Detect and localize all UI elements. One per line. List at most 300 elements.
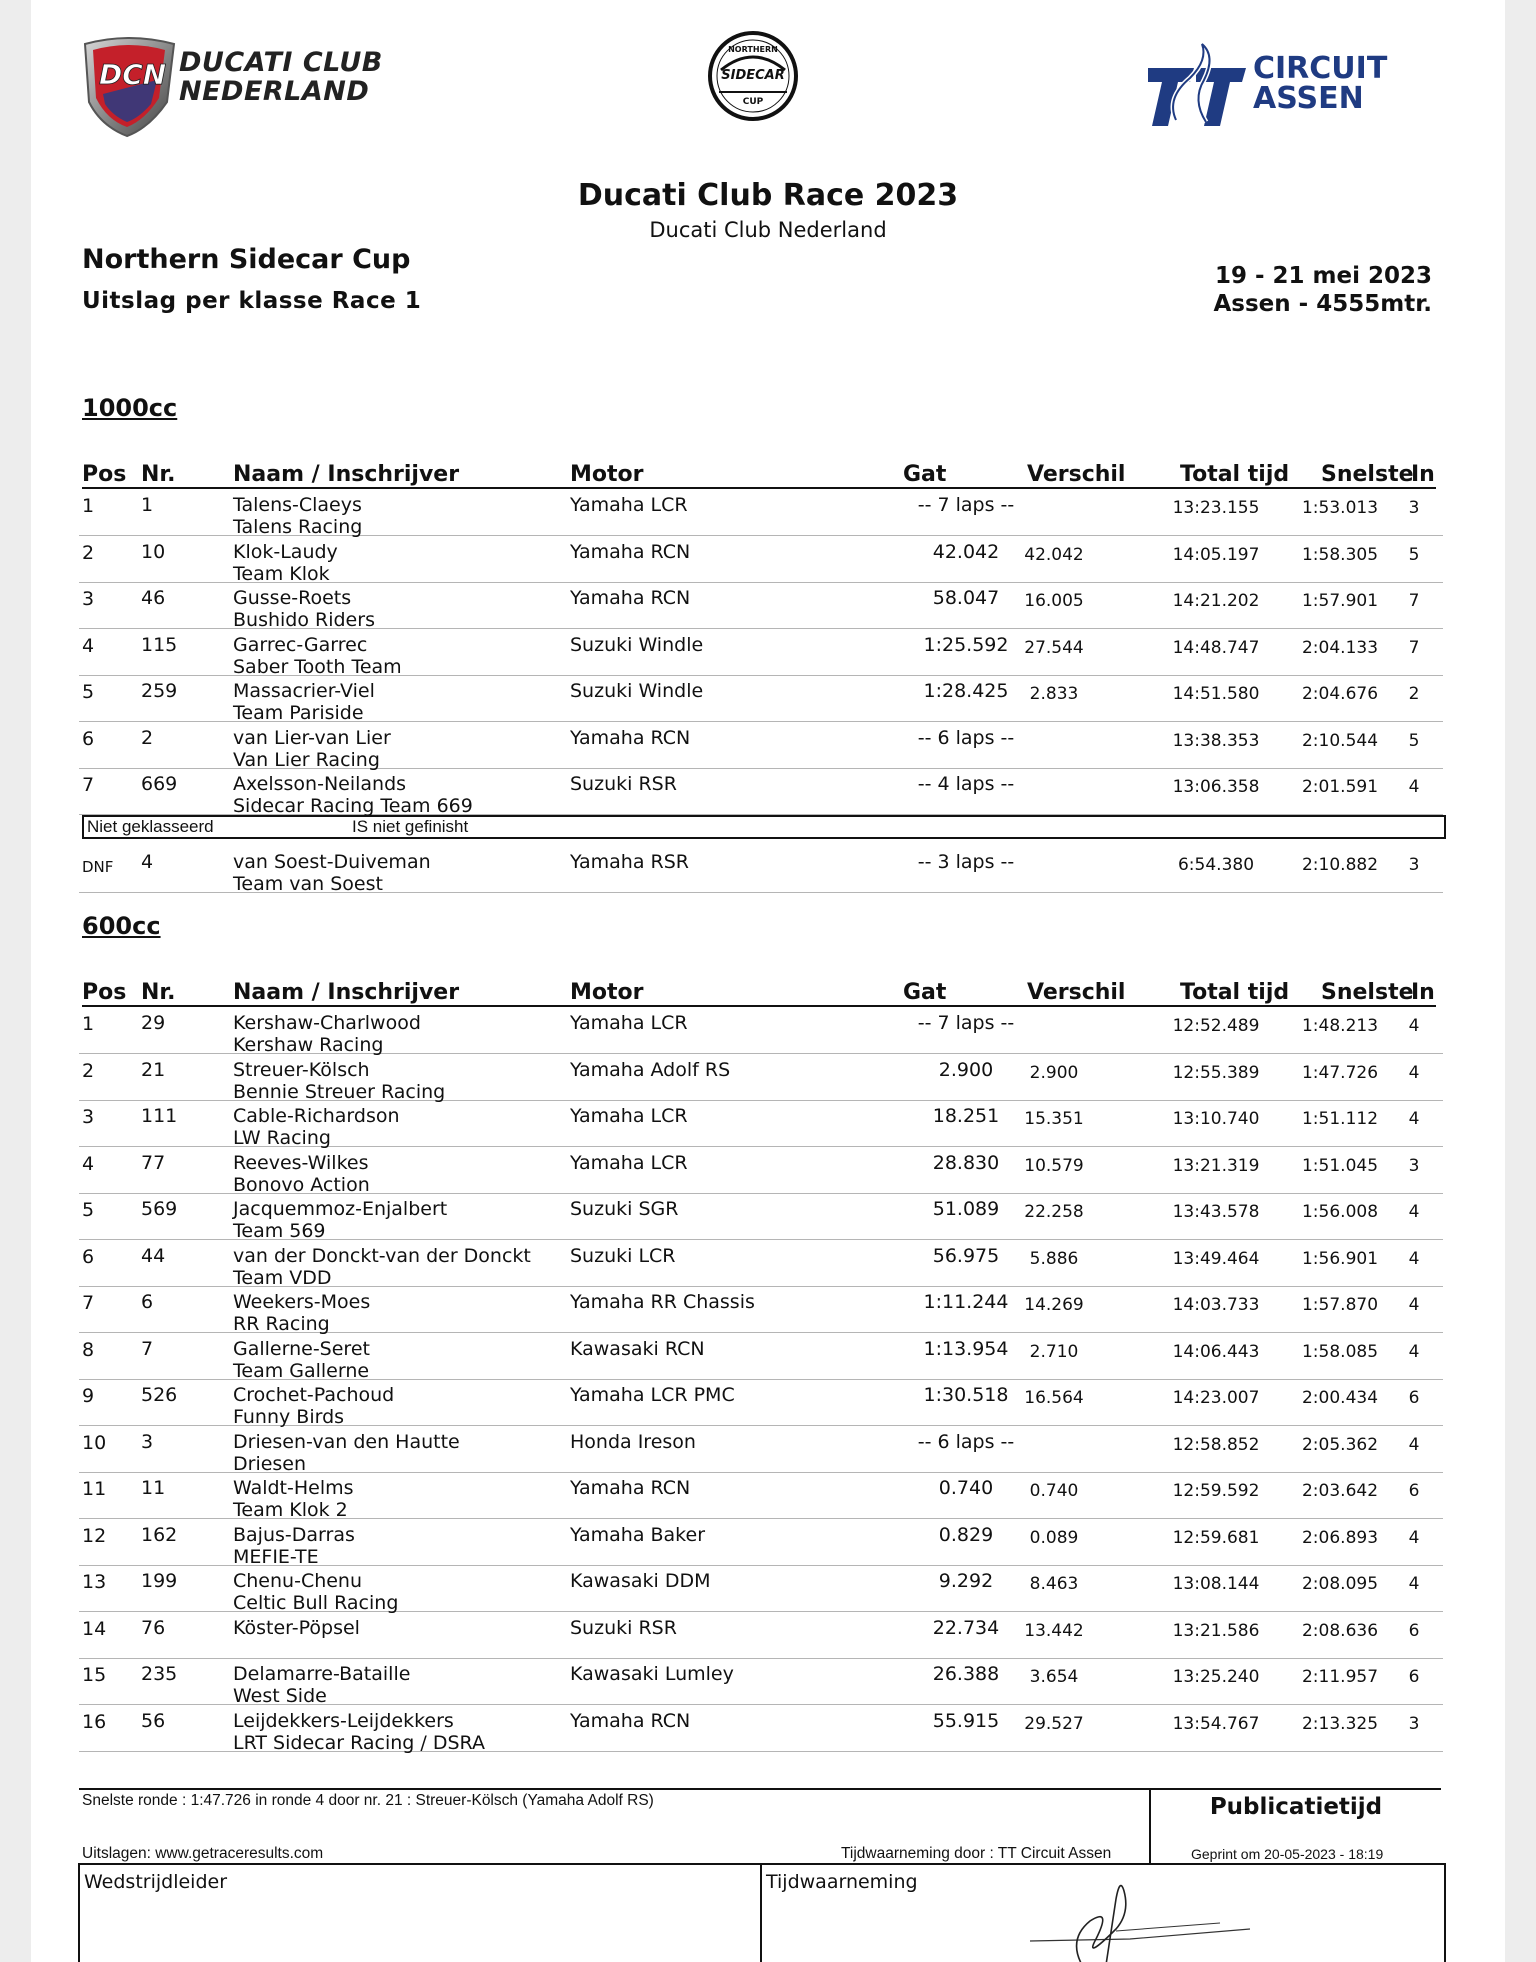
cell-nr: 526: [141, 1384, 178, 1406]
cell-team: West Side: [233, 1685, 327, 1707]
cell-nr: 162: [141, 1523, 178, 1546]
cell-in: 5: [1408, 544, 1420, 565]
col-gat: Gat: [903, 462, 947, 487]
col-total: Total tijd: [1180, 980, 1290, 1005]
cell-team: Bennie Streuer Racing: [233, 1080, 446, 1103]
cell-naam: Axelsson-Neilands: [233, 773, 407, 795]
cell-in: 3: [1408, 498, 1420, 518]
cell-naam: Köster-Pöpsel: [233, 1616, 360, 1639]
cell-motor: Honda Ireson: [570, 1430, 696, 1453]
cell-motor: Suzuki RSR: [570, 1616, 677, 1639]
cell-pos: 8: [82, 1338, 95, 1361]
cell-team: Team 569: [233, 1220, 326, 1242]
cell-verschil: 15.351: [1024, 1109, 1084, 1129]
cell-motor: Yamaha Adolf RS: [570, 1058, 731, 1081]
niet-geklasseerd-bar: [82, 815, 1446, 839]
cell-naam: Bajus-Darras: [233, 1523, 355, 1546]
cell-gat: 2.900: [938, 1058, 994, 1081]
cell-gat: -- 7 laps --: [917, 1012, 1015, 1034]
cell-pos: 3: [82, 588, 95, 610]
cell-nr: 7: [141, 1337, 154, 1360]
col-snelste: Snelste: [1321, 462, 1414, 487]
cell-total-tijd: 12:59.681: [1172, 1527, 1260, 1548]
cell-pos: 10: [82, 1431, 107, 1454]
cell-gat: -- 3 laps --: [917, 851, 1015, 873]
cell-gat: -- 6 laps --: [917, 1430, 1015, 1453]
cell-snelste: 2:04.133: [1301, 637, 1379, 658]
cell-nr: 29: [141, 1012, 166, 1034]
cell-gat: 58.047: [932, 587, 1000, 609]
results-page: [31, 0, 1505, 1962]
cell-verschil: 16.005: [1024, 591, 1084, 611]
publication-title: Publicatietijd: [1209, 1794, 1383, 1820]
col-motor: Motor: [570, 462, 644, 487]
cell-motor: Yamaha RCN: [570, 540, 691, 563]
ducati-club-name: [179, 48, 383, 106]
cell-snelste: 2:13.325: [1301, 1713, 1379, 1734]
table-row: [79, 537, 1443, 583]
cell-gat: -- 7 laps --: [917, 494, 1015, 516]
ducati-club-line2: NEDERLAND: [179, 76, 370, 107]
cell-pos: 2: [82, 1059, 95, 1082]
table-row: [79, 1334, 1443, 1380]
cell-total-tijd: 13:54.767: [1172, 1713, 1260, 1734]
cell-team: RR Racing: [233, 1313, 330, 1335]
cell-pos: 6: [82, 727, 95, 750]
cell-total-tijd: 12:55.389: [1172, 1062, 1260, 1083]
cell-in: 6: [1408, 1620, 1420, 1641]
cell-motor: Yamaha RSR: [570, 851, 689, 873]
cell-naam: Gusse-Roets: [233, 587, 352, 609]
cell-naam: van der Donckt-van der Donckt: [233, 1244, 531, 1267]
cell-in: 7: [1408, 591, 1420, 611]
series-name: Northern Sidecar Cup: [82, 244, 411, 275]
cell-gat: 28.830: [932, 1151, 1000, 1174]
cell-in: 4: [1408, 1248, 1420, 1269]
cell-motor: Yamaha LCR: [570, 1012, 688, 1034]
cell-snelste: 2:08.095: [1301, 1574, 1379, 1594]
cell-verschil: 16.564: [1024, 1388, 1084, 1408]
cell-pos: 7: [82, 1292, 95, 1314]
cell-snelste: 2:06.893: [1301, 1527, 1379, 1548]
cell-team: Sidecar Racing Team 669: [233, 795, 473, 817]
col-total: Total tijd: [1180, 462, 1290, 487]
cell-team: Kershaw Racing: [233, 1034, 384, 1056]
cell-in: 4: [1408, 1341, 1420, 1362]
cell-naam: Kershaw-Charlwood: [233, 1012, 421, 1034]
printed-at: Geprint om 20-05-2023 - 18:19: [1191, 1846, 1384, 1862]
cell-team: MEFIE-TE: [233, 1545, 319, 1568]
cell-motor: Yamaha RR Chassis: [570, 1291, 755, 1313]
event-title: Ducati Club Race 2023: [577, 178, 959, 213]
cell-nr: 76: [141, 1616, 166, 1639]
cell-total-tijd: 14:05.197: [1172, 544, 1260, 565]
cell-motor: Yamaha RCN: [570, 1477, 691, 1499]
cell-in: 3: [1408, 1155, 1420, 1176]
table-row: [79, 1194, 1443, 1240]
cell-gat: 22.734: [932, 1616, 1000, 1639]
cell-verschil: 10.579: [1024, 1155, 1084, 1176]
col-pos: Pos: [82, 462, 127, 487]
cell-snelste: 2:03.642: [1301, 1481, 1379, 1501]
cell-gat: 26.388: [932, 1663, 1000, 1685]
niet-gefinisht-label: IS niet gefinisht: [352, 817, 469, 836]
cell-motor: Yamaha LCR: [570, 1151, 688, 1174]
cell-total-tijd: 13:21.586: [1172, 1620, 1260, 1641]
table-header-600: [82, 975, 1436, 1007]
cell-motor: Yamaha LCR: [570, 494, 688, 516]
cell-naam: Cable-Richardson: [233, 1105, 400, 1127]
cell-snelste: 1:48.213: [1301, 1016, 1379, 1036]
cell-team: Celtic Bull Racing: [233, 1592, 399, 1614]
cell-in: 4: [1408, 777, 1420, 797]
cell-gat: 18.251: [932, 1105, 1000, 1127]
cell-motor: Suzuki Windle: [570, 633, 704, 656]
cell-total-tijd: 14:23.007: [1172, 1388, 1260, 1408]
cell-naam: Leijdekkers-Leijdekkers: [233, 1709, 454, 1732]
cell-snelste: 1:56.901: [1301, 1248, 1379, 1269]
cell-nr: 4: [141, 851, 154, 873]
cell-nr: 6: [141, 1291, 154, 1313]
cell-verschil: 29.527: [1024, 1713, 1084, 1734]
cell-naam: Delamarre-Bataille: [233, 1663, 411, 1685]
col-gat: Gat: [903, 980, 947, 1005]
cell-pos: 11: [82, 1478, 107, 1500]
cell-naam: Garrec-Garrec: [233, 633, 368, 656]
cell-team: Team van Soest: [233, 873, 383, 895]
cell-verschil: 2.710: [1029, 1341, 1079, 1362]
cell-team: Saber Tooth Team: [233, 655, 402, 678]
event-subtitle: Ducati Club Nederland: [649, 218, 887, 242]
cell-pos: 4: [82, 1152, 95, 1175]
event-location: Assen - 4555mtr.: [1213, 291, 1432, 317]
cell-pos: 14: [82, 1617, 107, 1640]
cell-team: Bushido Riders: [233, 609, 375, 631]
cell-in: 4: [1408, 1434, 1420, 1455]
cell-total-tijd: 13:08.144: [1172, 1574, 1260, 1594]
cell-nr: 569: [141, 1198, 178, 1220]
cell-in: 4: [1408, 1295, 1420, 1315]
cell-snelste: 2:11.957: [1301, 1667, 1379, 1687]
nsc-logo-text: SIDECAR: [721, 68, 785, 83]
cell-total-tijd: 12:58.852: [1172, 1434, 1260, 1455]
cell-in: 4: [1408, 1527, 1420, 1548]
cell-snelste: 1:57.870: [1301, 1295, 1379, 1315]
cell-naam: Weekers-Moes: [233, 1291, 371, 1313]
cell-motor: Yamaha RCN: [570, 587, 691, 609]
table-row: [79, 1566, 1443, 1612]
cell-motor: Kawasaki Lumley: [570, 1663, 734, 1685]
table-row: [79, 847, 1443, 893]
cell-snelste: 1:58.085: [1301, 1341, 1379, 1362]
cell-total-tijd: 14:03.733: [1172, 1295, 1260, 1315]
cell-total-tijd: 14:51.580: [1172, 684, 1260, 704]
cell-motor: Yamaha LCR PMC: [570, 1384, 735, 1406]
class-600-heading: 600cc: [82, 912, 161, 940]
cell-verschil: 3.654: [1029, 1667, 1079, 1687]
cell-nr: 111: [141, 1105, 178, 1127]
cell-in: 4: [1408, 1202, 1420, 1222]
cell-naam: Streuer-Kölsch: [233, 1058, 370, 1081]
cell-total-tijd: 14:48.747: [1172, 637, 1260, 658]
cell-naam: van Soest-Duiveman: [233, 851, 431, 873]
cell-nr: 11: [141, 1477, 166, 1499]
cell-pos: 4: [82, 634, 95, 657]
cell-gat: 1:13.954: [923, 1337, 1009, 1360]
cell-pos: 9: [82, 1385, 95, 1407]
cell-total-tijd: 14:06.443: [1172, 1341, 1260, 1362]
cell-total-tijd: 6:54.380: [1177, 855, 1255, 875]
cell-pos: 5: [82, 681, 95, 703]
tt-circuit-assen-name: [1253, 51, 1388, 116]
table-row: [79, 630, 1443, 676]
cell-snelste: 2:08.636: [1301, 1620, 1379, 1641]
cell-motor: Yamaha RCN: [570, 726, 691, 749]
timekeeping-label: Tijdwaarneming: [766, 1871, 918, 1893]
table-row: [79, 1520, 1443, 1566]
cell-pos: 7: [82, 774, 95, 796]
ducati-club-line1: DUCATI CLUB: [179, 47, 383, 78]
cell-gat: 56.975: [932, 1244, 1000, 1267]
signature-scribble: [1020, 1869, 1260, 1962]
cell-total-tijd: 13:21.319: [1172, 1155, 1260, 1176]
cell-team: Team Klok: [233, 562, 330, 585]
cell-motor: Yamaha LCR: [570, 1105, 688, 1127]
table-row: [79, 1659, 1443, 1705]
cell-gat: 42.042: [932, 540, 1000, 563]
cell-in: 5: [1408, 730, 1420, 751]
cell-motor: Suzuki SGR: [570, 1198, 679, 1220]
cell-snelste: 1:53.013: [1301, 498, 1379, 518]
table-row: [79, 1613, 1443, 1659]
cell-total-tijd: 12:59.592: [1172, 1481, 1260, 1501]
cell-snelste: 1:56.008: [1301, 1202, 1379, 1222]
nsc-sub-text: CUP: [742, 97, 764, 107]
cell-naam: Driesen-van den Hautte: [233, 1430, 460, 1453]
cell-nr: 235: [141, 1663, 178, 1685]
cell-team: Driesen: [233, 1452, 307, 1475]
cell-motor: Suzuki Windle: [570, 680, 704, 702]
cell-verschil: 14.269: [1024, 1295, 1084, 1315]
col-nr: Nr.: [141, 980, 176, 1005]
event-dates: 19 - 21 mei 2023: [1214, 263, 1432, 289]
signature-divider: [760, 1865, 762, 1962]
cell-motor: Yamaha RCN: [570, 1709, 691, 1732]
event-date-location: [1214, 262, 1433, 318]
cell-team: Talens Racing: [233, 516, 363, 538]
cell-pos: 12: [82, 1524, 107, 1547]
cell-pos: 15: [82, 1664, 107, 1686]
table-row: [79, 1101, 1443, 1147]
results-website: Uitslagen: www.getraceresults.com: [82, 1845, 324, 1862]
table-header-1000: [82, 457, 1436, 489]
nsc-ring-text: NORTHERN: [728, 45, 778, 54]
cell-verschil: 13.442: [1024, 1620, 1084, 1641]
cell-gat: 0.740: [938, 1477, 994, 1499]
cell-nr: 115: [141, 633, 178, 656]
cell-team: Bonovo Action: [233, 1173, 370, 1196]
cell-nr: 56: [141, 1709, 166, 1732]
cell-in: 6: [1408, 1388, 1420, 1408]
race-director-label: Wedstrijdleider: [84, 1871, 228, 1893]
cell-snelste: 2:00.434: [1301, 1388, 1379, 1408]
cell-gat: 51.089: [932, 1198, 1000, 1220]
cell-nr: 1: [141, 494, 154, 516]
cell-gat: -- 4 laps --: [917, 773, 1015, 795]
table-row: [79, 676, 1443, 722]
cell-snelste: 2:01.591: [1301, 777, 1379, 797]
cell-snelste: 1:57.901: [1301, 591, 1379, 611]
cell-snelste: 1:51.112: [1301, 1109, 1379, 1129]
timing-by: Tijdwaarneming door : TT Circuit Assen: [841, 1845, 1112, 1862]
cell-snelste: 2:10.544: [1301, 730, 1379, 751]
col-nr: Nr.: [141, 462, 176, 487]
col-verschil: Verschil: [1027, 980, 1126, 1005]
cell-nr: 259: [141, 680, 178, 702]
cell-motor: Yamaha Baker: [570, 1523, 706, 1546]
table-row: [79, 1055, 1443, 1101]
col-in: In: [1411, 462, 1435, 487]
cell-pos: 1: [82, 1013, 95, 1035]
cell-nr: 77: [141, 1151, 166, 1174]
cell-snelste: 1:47.726: [1301, 1062, 1379, 1083]
cell-team: Team Klok 2: [233, 1499, 348, 1521]
cell-in: 4: [1408, 1109, 1420, 1129]
cell-nr: 44: [141, 1244, 166, 1267]
cell-team: Team VDD: [233, 1266, 332, 1289]
cell-nr: 3: [141, 1430, 154, 1453]
cell-gat: 1:30.518: [923, 1384, 1009, 1406]
table-row: [79, 1706, 1443, 1752]
table-row: [79, 490, 1443, 536]
cell-gat: -- 6 laps --: [917, 726, 1015, 749]
cell-motor: Kawasaki RCN: [570, 1337, 705, 1360]
cell-total-tijd: 13:43.578: [1172, 1202, 1260, 1222]
cell-nr: 21: [141, 1058, 166, 1081]
cell-verschil: 0.089: [1029, 1527, 1079, 1548]
fastest-lap-note: Snelste ronde : 1:47.726 in ronde 4 door nr. 21 : Streuer-Kölsch (Yamaha Adolf RS): [82, 1792, 654, 1809]
cell-in: 3: [1408, 855, 1420, 875]
cell-total-tijd: 13:06.358: [1172, 777, 1260, 797]
table-row: [79, 1380, 1443, 1426]
col-in: In: [1411, 980, 1435, 1005]
cell-pos: DNF: [82, 858, 114, 876]
cell-pos: 13: [82, 1571, 107, 1593]
cell-motor: Kawasaki DDM: [570, 1570, 711, 1592]
cell-verschil: 5.886: [1029, 1248, 1079, 1269]
cell-verschil: 22.258: [1024, 1202, 1084, 1222]
cell-motor: Suzuki RSR: [570, 773, 677, 795]
signature-boxes: [78, 1863, 1446, 1962]
cell-pos: 3: [82, 1106, 95, 1128]
cell-gat: 0.829: [938, 1523, 994, 1546]
cell-naam: Jacquemmoz-Enjalbert: [233, 1198, 448, 1220]
cell-in: 4: [1408, 1016, 1420, 1036]
table-row: [79, 583, 1443, 629]
cell-gat: 55.915: [932, 1709, 1000, 1732]
cell-in: 4: [1408, 1062, 1420, 1083]
cell-in: 6: [1408, 1481, 1420, 1501]
cell-naam: Chenu-Chenu: [233, 1570, 363, 1592]
table-row: [79, 723, 1443, 769]
cell-in: 4: [1408, 1574, 1420, 1594]
cell-team: LW Racing: [233, 1127, 331, 1149]
cell-verschil: 2.900: [1029, 1062, 1079, 1083]
col-naam: Naam / Inschrijver: [233, 462, 460, 487]
col-motor: Motor: [570, 980, 644, 1005]
cell-naam: Waldt-Helms: [233, 1477, 354, 1499]
cell-total-tijd: 14:21.202: [1172, 591, 1260, 611]
cell-naam: Reeves-Wilkes: [233, 1151, 369, 1174]
table-row: [79, 1427, 1443, 1473]
cell-gat: 1:28.425: [923, 680, 1009, 702]
cell-snelste: 1:51.045: [1301, 1155, 1379, 1176]
cell-naam: van Lier-van Lier: [233, 726, 391, 749]
cell-snelste: 2:05.362: [1301, 1434, 1379, 1455]
cell-snelste: 2:10.882: [1301, 855, 1379, 875]
cell-gat: 1:11.244: [923, 1291, 1009, 1313]
cell-naam: Klok-Laudy: [233, 540, 338, 563]
cell-total-tijd: 13:23.155: [1172, 498, 1260, 518]
tt-line2: ASSEN: [1253, 81, 1364, 116]
cell-verschil: 8.463: [1029, 1574, 1079, 1594]
cell-in: 7: [1408, 637, 1420, 658]
col-snelste: Snelste: [1321, 980, 1414, 1005]
results-heading: Uitslag per klasse Race 1: [82, 288, 422, 314]
niet-geklasseerd-label: Niet geklasseerd: [87, 817, 214, 836]
cell-in: 2: [1408, 684, 1420, 704]
col-pos: Pos: [82, 980, 127, 1005]
cell-team: LRT Sidecar Racing / DSRA: [233, 1731, 485, 1754]
cell-nr: 669: [141, 773, 178, 795]
table-row: [79, 1148, 1443, 1194]
cell-snelste: 2:04.676: [1301, 684, 1379, 704]
cell-naam: Talens-Claeys: [233, 494, 362, 516]
cell-team: Funny Birds: [233, 1406, 345, 1428]
cell-in: 6: [1408, 1667, 1420, 1687]
table-row: [79, 1008, 1443, 1054]
cell-pos: 6: [82, 1245, 95, 1268]
cell-gat: 9.292: [938, 1570, 994, 1592]
cell-naam: Massacrier-Viel: [233, 680, 375, 702]
dcn-badge-text: DCN: [99, 58, 167, 91]
col-verschil: Verschil: [1027, 462, 1126, 487]
cell-total-tijd: 12:52.489: [1172, 1016, 1260, 1036]
cell-motor: Suzuki LCR: [570, 1244, 676, 1267]
cell-snelste: 1:58.305: [1301, 544, 1379, 565]
cell-in: 3: [1408, 1713, 1420, 1734]
cell-naam: Crochet-Pachoud: [233, 1384, 395, 1406]
cell-naam: Gallerne-Seret: [233, 1337, 370, 1360]
cell-verschil: 42.042: [1024, 544, 1084, 565]
cell-pos: 1: [82, 495, 95, 517]
cell-nr: 46: [141, 587, 166, 609]
cell-team: Team Pariside: [233, 702, 364, 724]
tt-line1: CIRCUIT: [1253, 51, 1388, 86]
class-1000-heading: 1000cc: [82, 394, 178, 422]
cell-total-tijd: 13:38.353: [1172, 730, 1260, 751]
table-row: [79, 1241, 1443, 1287]
cell-nr: 199: [141, 1570, 178, 1592]
table-row: [79, 769, 1443, 815]
cell-verschil: 2.833: [1029, 684, 1079, 704]
table-row: [79, 1287, 1443, 1333]
cell-team: Team Gallerne: [233, 1359, 370, 1382]
cell-nr: 2: [141, 726, 154, 749]
cell-verschil: 0.740: [1029, 1481, 1079, 1501]
table-row: [79, 1473, 1443, 1519]
cell-gat: 1:25.592: [923, 633, 1009, 656]
